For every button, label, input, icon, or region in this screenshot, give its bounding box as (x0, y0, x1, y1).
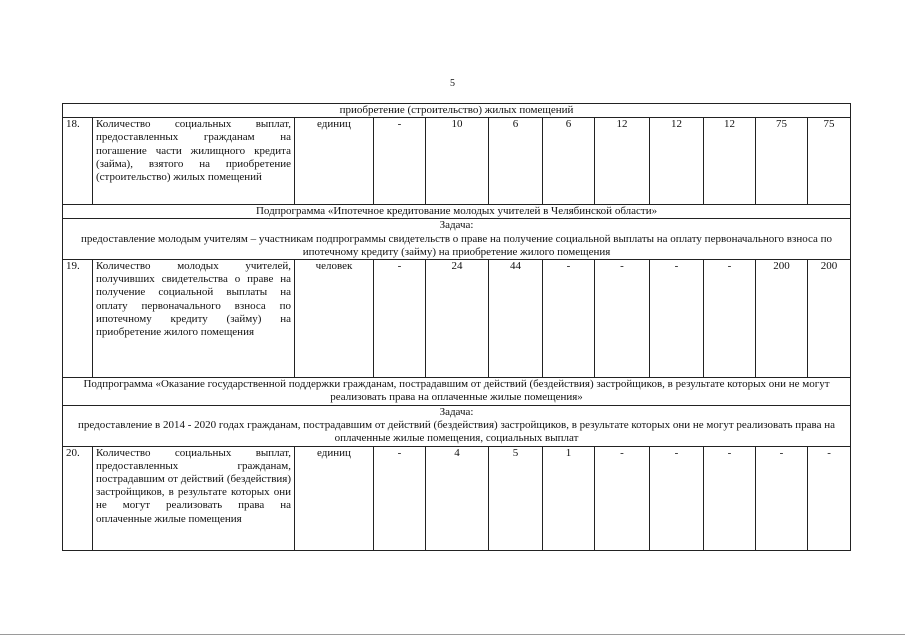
task-text: предоставление молодым учителям – участникам подпрограммы свидетельств о праве на получение социальной выплаты на оплату первоначального взноса по ипотечному кредиту (займу) на приобретение жилого помещения (81, 232, 833, 258)
value-cell: - (374, 118, 426, 205)
value-cell: - (374, 260, 426, 378)
indicator-description: Количество социальных выплат, предоставленных гражданам на погашение части жилищного кредита (займа), взятого на приобретение (строительство) жилых помещений (93, 118, 295, 205)
row-number: 20. (63, 446, 93, 550)
table-row (63, 406, 851, 447)
value-cell: - (543, 260, 595, 378)
task-cell (63, 406, 851, 447)
value-cell: 44 (489, 260, 543, 378)
task-label: Задача: (439, 406, 474, 419)
table-row (63, 118, 851, 205)
value-cell: 75 (808, 118, 851, 205)
table-row (63, 205, 851, 219)
row-number: 19. (63, 260, 93, 378)
subprogram-heading: Подпрограмма «Ипотечное кредитование молодых учителей в Челябинской области» (63, 205, 851, 219)
task-text: предоставление в 2014 - 2020 годах гражданам, пострадавшим от действий (бездействия) застройщиков, в результате которых они не могут реализовать права на оплаченные жилые помещения, социальных выплат (78, 419, 835, 445)
value-cell: 12 (595, 118, 650, 205)
page-number: 5 (450, 78, 455, 89)
value-cell: - (374, 446, 426, 550)
value-cell: - (808, 446, 851, 550)
value-cell: 6 (543, 118, 595, 205)
value-cell: 6 (489, 118, 543, 205)
value-cell: - (595, 260, 650, 378)
value-cell: 10 (426, 118, 489, 205)
value-cell: - (704, 446, 756, 550)
unit-cell: единиц (295, 446, 374, 550)
value-cell: - (704, 260, 756, 378)
value-cell: 24 (426, 260, 489, 378)
value-cell: 75 (756, 118, 808, 205)
value-cell: - (756, 446, 808, 550)
table-row (63, 446, 851, 550)
value-cell: 12 (704, 118, 756, 205)
indicator-description: Количество социальных выплат, предоставленных гражданам, пострадавшим от действий (бездействия) застройщиков, в результате которых они не могут реализовать права на оплаченные жилые помещения (93, 446, 295, 550)
unit-cell: человек (295, 260, 374, 378)
bottom-rule (0, 634, 905, 635)
value-cell: - (650, 446, 704, 550)
value-cell: 4 (426, 446, 489, 550)
table-row (63, 219, 851, 260)
table-row (63, 104, 851, 118)
table-row (63, 378, 851, 406)
value-cell: 12 (650, 118, 704, 205)
unit-cell: единиц (295, 118, 374, 205)
table-row (63, 260, 851, 378)
indicators-table (62, 103, 851, 551)
row-number: 18. (63, 118, 93, 205)
value-cell: 200 (808, 260, 851, 378)
value-cell: - (595, 446, 650, 550)
task-label: Задача: (439, 219, 474, 232)
value-cell: 1 (543, 446, 595, 550)
continuation-heading: приобретение (строительство) жилых помещений (63, 104, 851, 118)
value-cell: 200 (756, 260, 808, 378)
value-cell: 5 (489, 446, 543, 550)
value-cell: - (650, 260, 704, 378)
indicator-description: Количество молодых учителей, получивших свидетельства о праве на получение социальной выплаты на оплату первоначального взноса по ипотечному кредиту (займу) на приобретение жилого помещения (93, 260, 295, 378)
subprogram-heading: Подпрограмма «Оказание государственной поддержки гражданам, пострадавшим от действий (бездействия) застройщиков, в результате которых они не могут реализовать права на оплаченные жилые помещения» (63, 378, 851, 406)
task-cell (63, 219, 851, 260)
